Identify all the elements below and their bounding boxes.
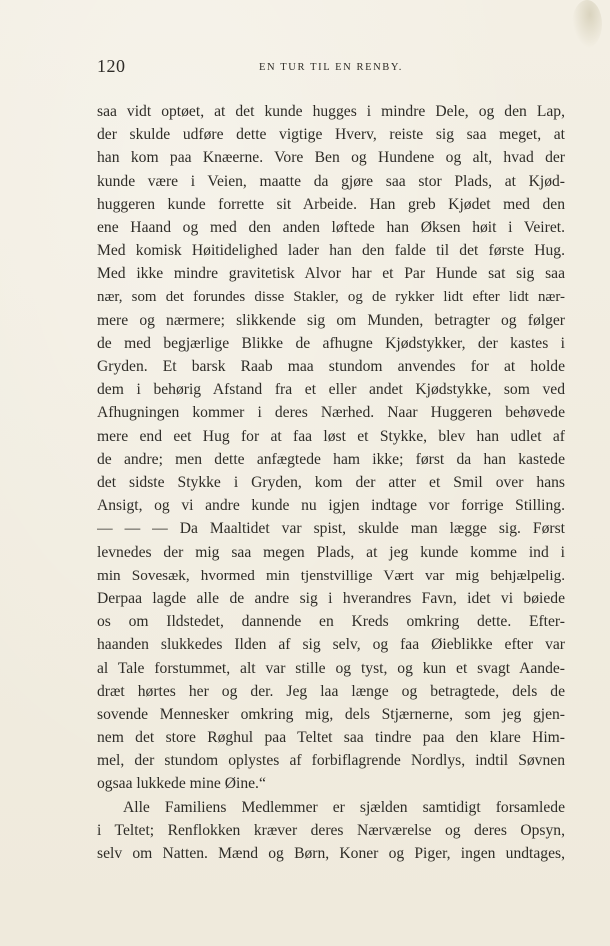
- text-line: saa vidt optøet, at det kunde hugges i mindre Dele, og den Lap,: [97, 103, 565, 120]
- text-line: Med ikke mindre gravitetisk Alvor har et Par Hunde sat sig saa: [97, 265, 565, 283]
- text-line: der skulde udføre dette vigtige Hverv, reiste sig saa meget, at: [97, 126, 565, 144]
- paragraph: [97, 100, 565, 796]
- text-line: mere end eet Hug for at faa løst et Stykke, blev han udlet af: [97, 427, 565, 445]
- text-line: Derpaa lagde alle de andre sig i hverandres Favn, idet vi bøiede: [97, 589, 565, 607]
- text-line: Med komisk Høitidelighed lader han den falde til det første Hug.: [97, 242, 565, 260]
- text-line: huggeren kunde forrette sit Arbeide. Han greb Kjødet med den: [97, 195, 565, 213]
- text-line: dræt hørtes her og der. Jeg laa længe og betragtede, dels de: [97, 682, 565, 700]
- text-line: Alle Familiens Medlemmer er sjælden samtidigt forsamlede: [123, 798, 565, 816]
- text-line: de med begjærlige Blikke de afhugne Kjødstykker, der kastes i: [97, 334, 565, 352]
- page-header: [97, 56, 565, 80]
- paper-stain: [572, 0, 602, 48]
- text-line: i Teltet; Renflokken kræver deres Nærværelse og deres Opsyn,: [97, 821, 565, 839]
- text-line: Ansigt, og vi andre kunde nu igjen indtage vor forrige Stilling.: [97, 497, 565, 515]
- text-line: det sidste Stykke i Gryden, kom der atter et Smil over hans: [97, 474, 565, 491]
- text-line: os om Ildstedet, dannende en Kreds omkring dette. Efter-: [97, 613, 565, 631]
- body-text: [97, 100, 565, 865]
- text-line: de andre; men dette anfægtede ham ikke; først da han kastede: [97, 450, 565, 468]
- text-line: selv om Natten. Mænd og Børn, Koner og Piger, ingen undtages,: [97, 845, 565, 862]
- text-line: al Tale forstummet, alt var stille og tyst, og kun et svagt Aande-: [97, 659, 565, 677]
- text-line: nær, som det forundes disse Stakler, og de rykker lidt efter lidt nær-: [97, 288, 565, 305]
- paragraph: [97, 796, 565, 866]
- text-line: Afhugningen kommer i deres Nærhed. Naar Huggeren behøvede: [97, 404, 565, 422]
- text-line: — — — Da Maaltidet var spist, skulde man lægge sig. Først: [97, 520, 565, 538]
- text-line: levnedes der mig saa megen Plads, at jeg kunde komme ind i: [97, 543, 565, 561]
- text-line: mel, der stundom oplystes af forbiflagrende Nordlys, indtil Søvnen: [97, 752, 565, 770]
- text-line: mere og nærmere; slikkende sig om Munden, betragter og følger: [97, 311, 565, 329]
- running-title: EN TUR TIL EN RENBY.: [259, 62, 403, 73]
- text-line: ene Haand og med den anden løftede han Øksen høit i Veiret.: [97, 218, 565, 236]
- text-line: sovende Mennesker omkring mig, dels Stjærnerne, som jeg gjen-: [97, 705, 565, 723]
- text-line: nem det store Røghul paa Teltet saa tindre paa den klare Him-: [97, 729, 565, 747]
- text-line: min Sovesæk, hvormed min tjenstvillige Vært var mig behjælpelig.: [97, 566, 565, 584]
- text-line: haanden slukkedes Ilden af sig selv, og faa Øieblikke efter var: [97, 636, 565, 654]
- text-line: Gryden. Et barsk Raab maa stundom anvendes for at holde: [97, 358, 565, 376]
- page-number: 120: [97, 56, 126, 76]
- text-line: kunde være i Veien, maatte da gjøre saa stor Plads, at Kjød-: [97, 172, 565, 190]
- text-line: dem i behørig Afstand fra et eller andet Kjødstykke, som ved: [97, 381, 565, 399]
- text-line: han kom paa Knæerne. Vore Ben og Hundene og alt, hvad der: [97, 149, 565, 167]
- text-line: ogsaa lukkede mine Øine.“: [97, 775, 266, 793]
